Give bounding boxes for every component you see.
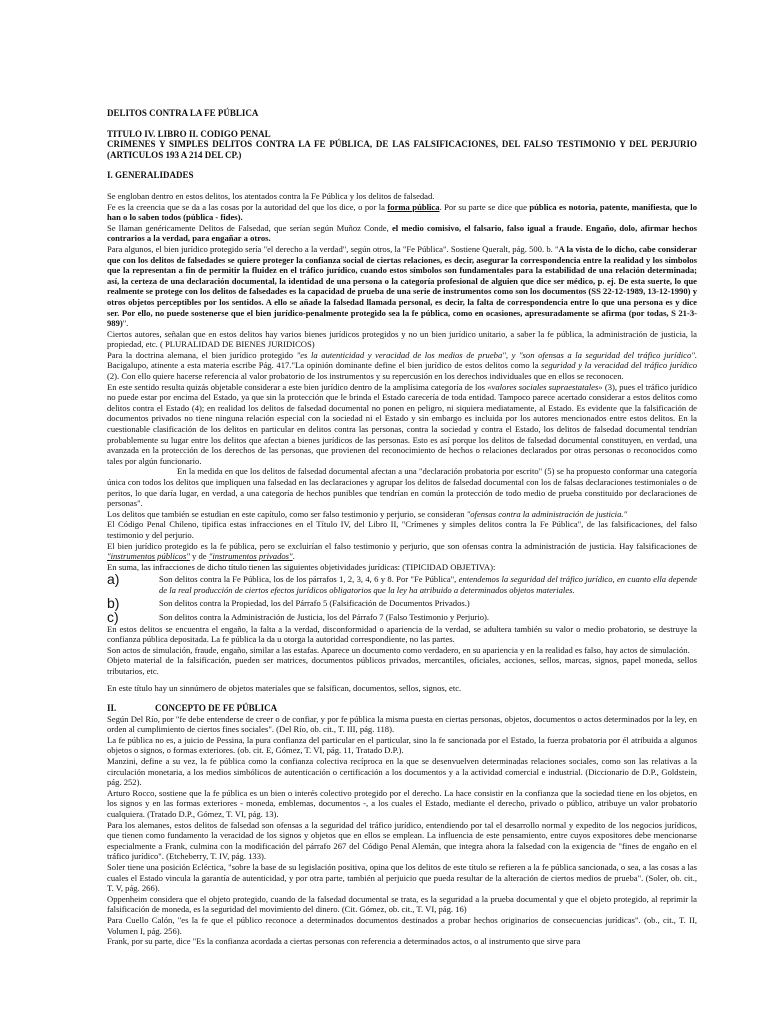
document-title: DELITOS CONTRA LA FE PÚBLICA: [107, 108, 259, 118]
section-heading-generalidades: I. GENERALIDADES: [107, 170, 194, 181]
paragraph: Frank, por su parte, dice "Es la confianza acordada a ciertas personas con referencia a determinados actos, o al instrumento que sirve para: [107, 936, 581, 947]
paragraph: En este sentido resulta quizás objetable considerar a este bien jurídico dentro de la amplísima categoría de los «valores sociales supraestatales» (3), pues el tráfico jurídico no puede estar por encima del Estado, ya que sin la protección que le brinda el Estado carecería de toda entidad. Tampoco parece acertado considerar a estos delitos como delitos contra el Estado (4); en realidad los delitos de falsedad documental no ponen en peligro, ni siquiera mediatamente, al Estado. Es evidente que la falsificación de documentos privados no tiene ninguna relación especial con la sociedad ni el Estado y sin embargo es incluida por los autores mencionados entre estos delitos. En la cuestionable clasificación de los delitos en particular en delitos contra las personas, contra la sociedad y contra el Estado, los delitos de falsedad documental tendrían probablemente su lugar entre los delitos que afectan a bienes jurídicos de las personas. Esto es así porque los delitos de falsedad documental constituyen, en verdad, una avanzada en la protección de los derechos de las personas, que provienen del reconocimiento de hechos o relaciones declarados por otras personas o reconocidos como tales por algún funcionario.: [107, 381, 697, 466]
paragraph: Son actos de simulación, fraude, engaño, similar a las estafas. Aparece un documento como verdadero, en su apariencia y en la realidad es falso, hay actos de simulación.: [107, 644, 690, 655]
paragraph: Arturo Rocco, sostiene que la fe pública es un bien o interés colectivo protegido por el derecho. La hace consistir en la confianza que la sociedad tiene en los objetos, en los signos y en las formas exteriores - moneda, emblemas, documentos -, a los cuales el Estado, mediante el derecho, privado o público, atribuye un valor probatorio cualquiera. (Tratado D.P., Gómez, T. VI, pág. 13).: [107, 787, 697, 820]
list-letter: a): [107, 571, 120, 588]
paragraph: Para los alemanes, estos delitos de falsedad son ofensas a la seguridad del tráfico jurídico, entendiendo por tal el desarrollo normal y expedito de los negocios jurídicos, que tienen como fundamento la veracidad de los signos y objetos que en ellos se emplean. La influencia de este pensamiento, entre cuyos expositores debe mencionarse especialmente a Frank, culmina con la modificación del párrafo 267 del Código Penal Alemán, que integra ahora la falsedad con la exigencia de "fines de engaño en el tráfico jurídico". (Etcheberry, T. IV, pág. 133).: [107, 819, 697, 862]
titulo-line: TITULO IV. LIBRO II. CODIGO PENAL: [107, 128, 271, 139]
paragraph: Para la doctrina alemana, el bien jurídico protegido "es la autenticidad y veracidad de los medios de prueba", y "son ofensas a la seguridad del tráfico jurídico". Bacigalupo, atinente a esta materia escribe Pág. 417."La opinión dominante define el bien jurídico de estos delitos como la seguridad y la veracidad del tráfico jurídico (2). Con ello quiere hacerse referencia al valor probatorio de los instrumentos y su repercusión en los derechos individuales que en ellos se reconocen.: [107, 349, 697, 382]
paragraph: Objeto material de la falsificación, pueden ser matrices, documentos públicos privados, mercantiles, oficiales, acciones, sellos, marcas, signos, papel moneda, sellos tributarios, etc.: [107, 655, 697, 676]
paragraph: Para algunos, el bien jurídico protegido sería "el derecho a la verdad", según otros, la "Fe Pública". Sostiene Queralt, pág. 500. b. "A la vista de lo dicho, cabe considerar que con los delitos de falsedades se quiere proteger la confianza social de ciertas relaciones, es decir, asegurar la correspondencia entre la realidad y los símbolos que la representan a fin de permitir la fluidez en el tráfico jurídico, cuando estos símbolos son fundamentales para la estabilidad de una relación determinada; así, la certeza de una declaración documental, la identidad de una persona o la categoría profesional de alguien que dice ser médico, p. ej. De esta suerte, lo que realmente se protege con los delitos de falsedades es la capacidad de prueba de una serie de instrumentos como son los documentos (SS 22-12-1989, 13-12-1990) y otros objetos perceptibles por los sentidos. A ello se añade la falsedad llamada personal, es decir, la falta de correspondencia entre lo que una persona es y dice ser. Por ello, no puede sostenerse que el bien jurídico-penalmente protegido sea la fe pública, como en ocasiones, apresuradamente se afirma (por todas, S 21-3-989)".: [107, 243, 697, 329]
list-letter: c): [107, 608, 119, 625]
document-subtitle: CRIMENES Y SIMPLES DELITOS CONTRA LA FE PÚBLICA, DE LAS FALSIFICACIONES, DEL FALSO TESTIMONIO Y DEL PERJURIO (ARTICULOS 193 A 214 DEL CP.): [107, 139, 697, 160]
paragraph: Se llaman genéricamente Delitos de Falsedad, que serían según Muñoz Conde, el medio comisivo, el falsario, falso igual a fraude. Engaño, dolo, afirmar hechos contrarios a la verdad, para engañar a otros.: [107, 222, 697, 244]
paragraph: En estos delitos se encuentra el engaño, la falta a la verdad, disconformidad o apariencia de la verdad, se adultera también su valor o medio probatorio, se destruye la confianza pública depositada. La fe pública la da u otorga la autoridad correspondiente, no las partes.: [107, 623, 697, 645]
paragraph: En este título hay un sinnúmero de objetos materiales que se falsifican, documentos, sellos, signos, etc.: [107, 682, 462, 693]
paragraph: El Código Penal Chileno, tipifica estas infracciones en el Título IV, del Libro II, "Crímenes y simples delitos contra la Fe Pública", de las falsificaciones, del falso testimonio y del perjurio.: [107, 519, 697, 540]
list-letter: b): [107, 594, 120, 611]
paragraph: Se engloban dentro en estos delitos, los atentados contra la Fe Pública y los delitos de falsedad.: [107, 190, 435, 201]
paragraph: Los delitos que también se estudian en este capítulo, como ser falso testimonio y perjurio, se consideran "ofensas contra la administración de justicia.": [107, 508, 628, 519]
document-page: [107, 108, 697, 947]
list-item: a) Son delitos contra la Fe Pública, los de los párrafos 1, 2, 3, 4, 6 y 8. Por "Fe Pública", entendemos la seguridad del tráfico jurídico, en cuanto ella depende de la real producción de ciertos efectos jurídicos obligatorios que la ley ha atribuido a determinados objetos materiales.: [107, 571, 697, 595]
paragraph: Oppenheim considera que el objeto protegido, cuando de la falsedad documental se trata, es la seguridad a la prueba documental y que el objeto protegido, al reprimir la falsificación de moneda, es la seguridad del movimiento del dinero. (Cit. Gómez, ob. cit., T. VI, pág. 16): [107, 893, 697, 915]
paragraph: En la medida en que los delitos de falsedad documental afectan a una "declaración probatoria por escrito" (5) se ha propuesto conformar una categoría única con todos los delitos que impliquen una falsedad en las declaraciones y agrupar los delitos de falsedad documental con los de falsas declaraciones testimoniales o de peritos, lo que daría lugar, en verdad, a una categoría de hechos punibles que tendrían en común la protección de todo medio de prueba constituido por declaraciones de personas".: [107, 466, 697, 509]
paragraph: En suma, las infracciones de dicho título tienen las siguientes objetividades jurídicas: (TIPICIDAD OBJETIVA):: [107, 561, 496, 572]
paragraph: Fe es la creencia que se da a las cosas por la autoridad del que los dice, o por la forma pública. Por su parte se dice que pública es notoria, patente, manifiesta, que lo han o lo saben todos (pública - fides).: [107, 201, 697, 223]
list-item: b) Son delitos contra la Propiedad, los del Párrafo 5 (Falsificación de Documentos Privados.): [107, 594, 470, 611]
paragraph: El bien jurídico protegido es la fe pública, pero se excluirían el falso testimonio y perjurio, que son ofensas contra la administración de justicia. Hay falsificaciones de "instrumentos públicos" y de "instrumentos privados".: [107, 540, 697, 562]
paragraph: Soler tiene una posición Ecléctica, "sobre la base de su legislación positiva, opina que los delitos de este título se refieren a la fe pública sancionada, o sea, a las cosas a las cuales el Estado vincula la garantía de autenticidad, y por otra parte, también al perjuicio que pueda resultar de la alteración de ciertos medios de prueba". (Soler, ob. cit., T. V, pág. 266).: [107, 862, 697, 894]
paragraph: Manzini, define a su vez, la fe pública como la confianza colectiva recíproca en la que se desenvuelven determinadas relaciones sociales, como son las relativas a la circulación monetaria, a los medios simbólicos de autenticación o certificación a los documentos y a la actividad comercial e industrial. (Diccionario de D.P., Goldstein, pág. 252).: [107, 756, 697, 788]
paragraph: Según Del Río, por "fe debe entenderse de creer o de confiar, y por fe pública la misma puesta en ciertas personas, objetos, documentos o actos determinados por la ley, en orden al cumplimiento de ciertos fines sociales". (Del Río, ob. cit., T. III, pág. 118).: [107, 713, 697, 735]
list-item: c) Son delitos contra la Administración de Justicia, los del Párrafo 7 (Falso Testimonio y Perjurio).: [107, 608, 490, 625]
paragraph: Para Cuello Calón, "es la fe que el público reconoce a determinados documentos destinados a probar hechos originarios de consecuencias jurídicas". (ob., cit., T. II, Volumen I, pág. 256).: [107, 914, 697, 936]
paragraph: Ciertos autores, señalan que en estos delitos hay varios bienes jurídicos protegidos y no un bien jurídico unitario, a saber la fe pública, la administración de justicia, la propiedad, etc. ( PLURALIDAD DE BIENES JURIDICOS): [107, 328, 697, 350]
section-heading-concepto: II. CONCEPTO DE FE PÚBLICA: [107, 703, 278, 714]
paragraph: La fe pública no es, a juicio de Pessina, la pura confianza del particular en el particular, sino la fe sancionada por el Estado, la fuerza probatoria por él atribuida a algunos objetos o signos, o formas exteriores. (ob. cit. E, Gómez, T. VI, pág. 11, Tratado D.P.).: [107, 734, 697, 756]
